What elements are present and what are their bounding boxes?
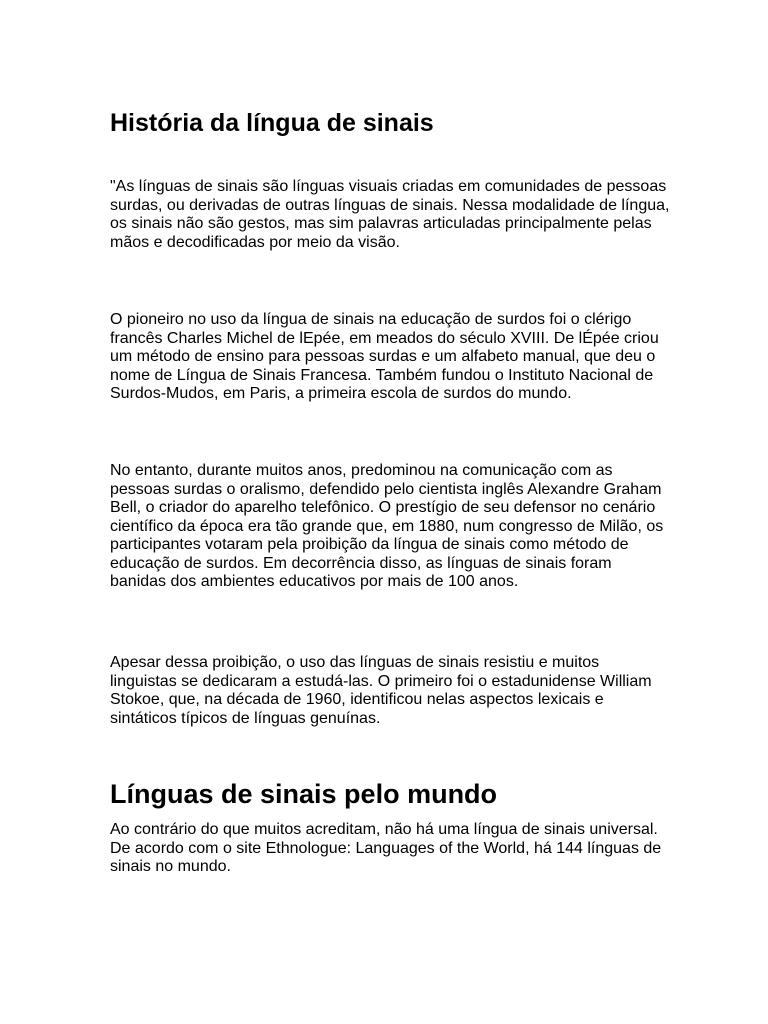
heading-historia: História da língua de sinais bbox=[110, 109, 434, 137]
paragraph-resistance: Apesar dessa proibição, o uso das línguas de sinais resistiu e muitos linguistas se dedicaram a estudá-las. O primeiro foi o estadunidense William Stokoe, que, na década de 1960, identificou nelas aspectos lexicais e sintáticos típicos de línguas genuínas. bbox=[110, 654, 652, 727]
paragraph-definition: "As línguas de sinais são línguas visuais criadas em comunidades de pessoas surdas, ou derivadas de outras línguas de sinais. Nessa modalidade de língua, os sinais não são gestos, mas sim palavras articuladas principalmente pelas mãos e decodificadas por meio da visão. bbox=[110, 178, 670, 251]
paragraph-pioneer: O pioneiro no uso da língua de sinais na educação de surdos foi o clérigo francês Charles Michel de lEpée, em meados do século XVIII. De lÉpée criou um método de ensino para pessoas surdas e um alfabeto manual, que deu o nome de Língua de Sinais Francesa. Também fundou o Instituto Nacional de Surdos-Mudos, em Paris, a primeira escola de surdos do mundo. bbox=[110, 311, 659, 402]
heading-linguas-mundo: Línguas de sinais pelo mundo bbox=[110, 779, 498, 809]
paragraph-world: Ao contrário do que muitos acreditam, não há uma língua de sinais universal. De acordo com o site Ethnologue: Languages of the World, há 144 línguas de sinais no mundo. bbox=[110, 821, 662, 875]
paragraph-oralism: No entanto, durante muitos anos, predominou na comunicação com as pessoas surdas o oralismo, defendido pelo cientista inglês Alexandre Graham Bell, o criador do aparelho telefônico. O prestígio de seu defensor no cenário científico da época era tão grande que, em 1880, num congresso de Milão, os participantes votaram pela proibição da língua de sinais como método de educação de surdos. Em decorrência disso, as línguas de sinais foram banidas dos ambientes educativos por mais de 100 anos. bbox=[110, 462, 664, 590]
